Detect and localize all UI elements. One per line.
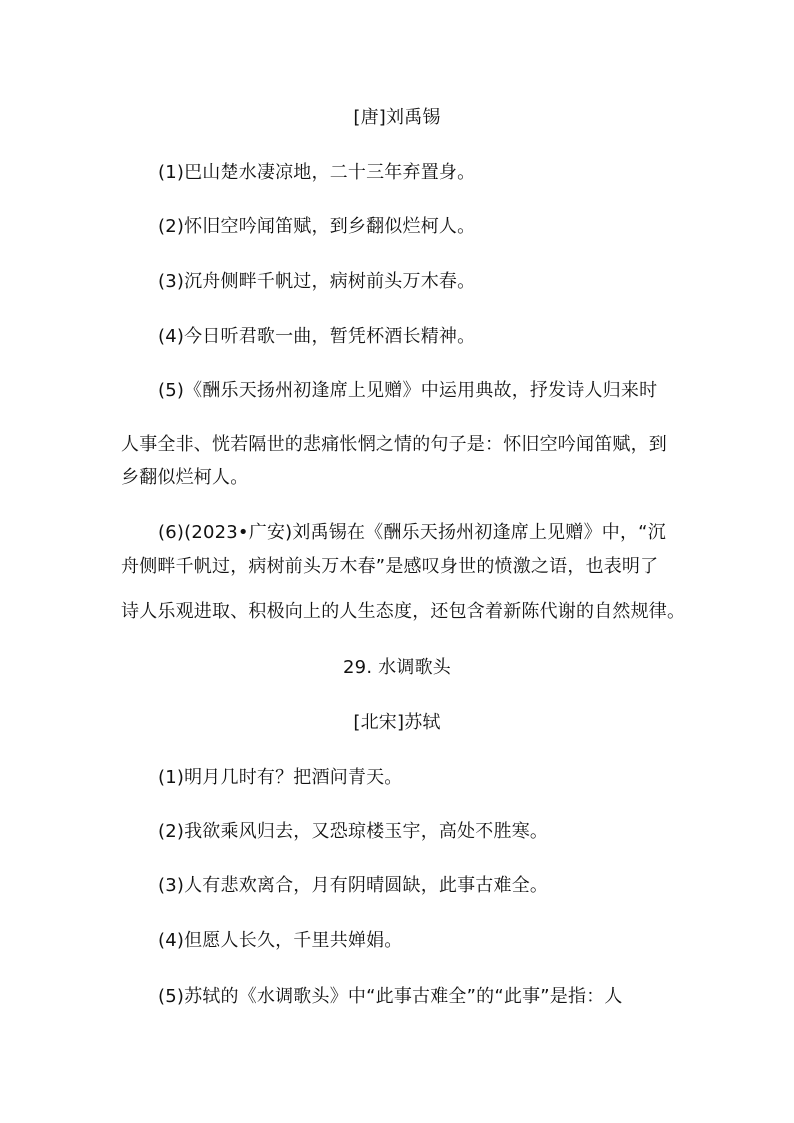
- poem-line-1: (1)巴山楚水凄凉地，二十三年弃置身。: [158, 162, 476, 183]
- question-5-line-1: (5)《酬乐天扬州初逢席上见赠》中运用典故，抒发诗人归来时: [158, 380, 658, 401]
- poem-line-2: (2)我欲乘风归去，又恐琼楼玉宇，高处不胜寒。: [158, 821, 549, 842]
- question-6-line-2: 舟侧畔千帆过，病树前头万木春”是感叹身世的愤激之语，也表明了: [121, 556, 659, 577]
- question-6-line-1: (6)(2023•广安)刘禹锡在《酬乐天扬州初逢席上见赠》中，“沉: [158, 522, 666, 543]
- question-5-line-2: 人事全非、恍若隔世的悲痛怅惘之情的句子是：怀旧空吟闻笛赋，到: [121, 434, 667, 455]
- poem-line-2: (2)怀旧空吟闻笛赋，到乡翻似烂柯人。: [158, 216, 476, 237]
- question-5-line-1: (5)苏轼的《水调歌头》中“此事古难全”的“此事”是指：人: [158, 986, 623, 1007]
- poem-line-4: (4)但愿人长久，千里共婵娟。: [158, 930, 403, 951]
- poem-line-3: (3)沉舟侧畔千帆过，病树前头万木春。: [158, 271, 476, 292]
- poem-line-3: (3)人有悲欢离合，月有阴晴圆缺，此事古难全。: [158, 875, 549, 896]
- poem-author-su-shi: [北宋]苏轼: [353, 712, 441, 733]
- poem-line-1: (1)明月几时有？把酒问青天。: [158, 767, 403, 788]
- section-title-shui-diao-ge-tou: 29. 水调歌头: [343, 657, 451, 678]
- question-5-line-3: 乡翻似烂柯人。: [121, 467, 249, 488]
- poem-author-liu-yuxi: [唐]刘禹锡: [353, 107, 441, 128]
- question-6-line-3: 诗人乐观进取、积极向上的人生态度，还包含着新陈代谢的自然规律。: [121, 601, 686, 622]
- poem-line-4: (4)今日听君歌一曲，暂凭杯酒长精神。: [158, 326, 476, 347]
